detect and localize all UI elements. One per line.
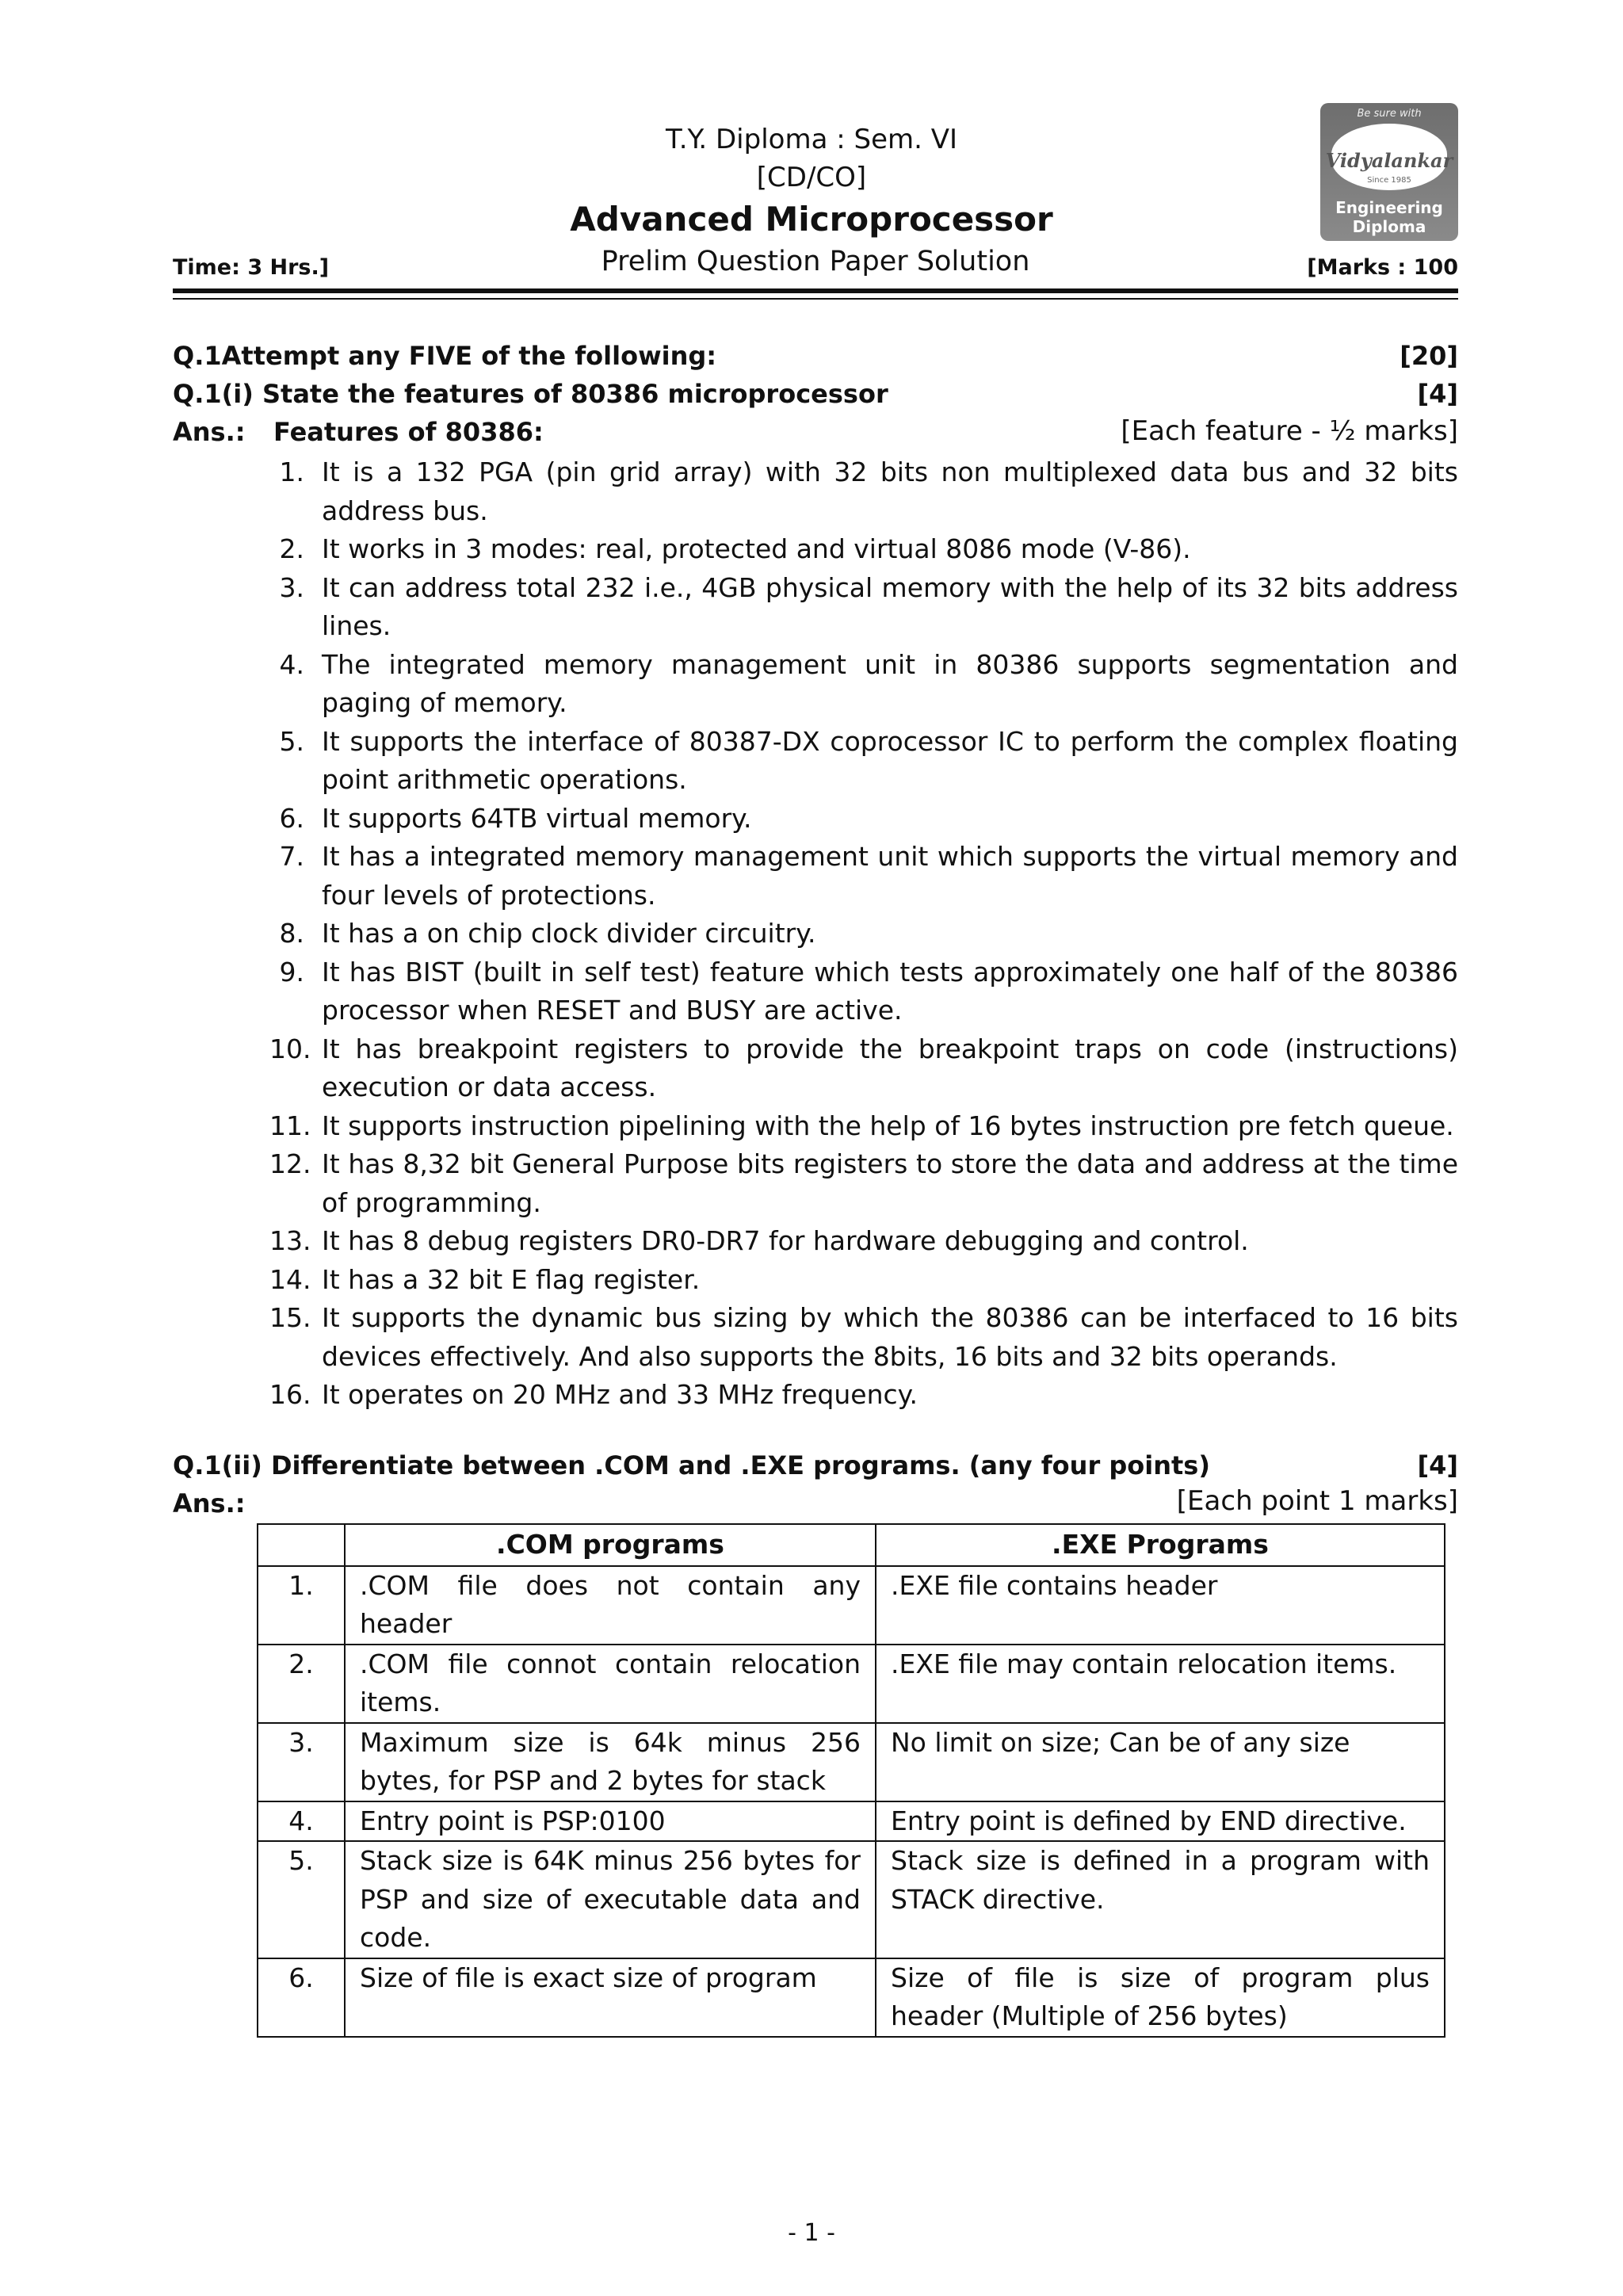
- list-item: [269, 723, 1458, 800]
- q1i-marking-scheme: [Each feature - ½ marks]: [1121, 415, 1458, 447]
- list-item-text: The integrated memory management unit in 80386 supports segmentation and paging of memory.: [322, 648, 1458, 718]
- list-item-number: 8.: [279, 918, 304, 949]
- vidyalankar-logo: [1320, 103, 1458, 241]
- q1ii-marks: [4]: [1417, 1450, 1458, 1480]
- list-item-text: It operates on 20 MHz and 33 MHz frequency.: [322, 1379, 918, 1410]
- features-list: [269, 453, 1458, 1415]
- course-line: T.Y. Diploma : Sem. VI: [665, 124, 958, 155]
- list-item: [269, 800, 1458, 839]
- table-row: [258, 1566, 1445, 1645]
- list-item: [269, 1107, 1458, 1146]
- list-item-number: 1.: [279, 457, 304, 487]
- com-cell: Entry point is PSP:0100: [345, 1801, 876, 1842]
- list-item-text: It is a 132 PGA (pin grid array) with 32 bits non multiplexed data bus and 32 bits address bus.: [322, 457, 1458, 526]
- q1ii-ans-label: Ans.:: [173, 1488, 246, 1519]
- list-item: [269, 1376, 1458, 1415]
- list-item-text: It supports the interface of 80387-DX coprocessor IC to perform the complex floating point arithmetic operations.: [322, 725, 1458, 795]
- list-item-text: It supports 64TB virtual memory.: [322, 802, 752, 834]
- row-number: 6.: [258, 1958, 345, 2037]
- list-item-text: It has a integrated memory management unit which supports the virtual memory and four levels of protections.: [322, 841, 1458, 911]
- exe-cell: .EXE file contains header: [876, 1566, 1445, 1645]
- row-number: 3.: [258, 1723, 345, 1801]
- row-number: 4.: [258, 1801, 345, 1842]
- q1-heading-text: Q.1Attempt any FIVE of the following:: [173, 341, 717, 371]
- q1i-marks: [4]: [1417, 379, 1458, 409]
- list-item-number: 12.: [269, 1148, 311, 1179]
- exe-cell: Size of file is size of program plus header (Multiple of 256 bytes): [876, 1958, 1445, 2037]
- list-item: [269, 953, 1458, 1030]
- exe-cell: No limit on size; Can be of any size: [876, 1723, 1445, 1801]
- table-row: [258, 1723, 1445, 1801]
- com-cell: .COM file connot contain relocation items.: [345, 1645, 876, 1723]
- list-item-text: It has 8 debug registers DR0-DR7 for hardware debugging and control.: [322, 1225, 1249, 1256]
- list-item-number: 11.: [269, 1110, 311, 1141]
- branch-line: [CD/CO]: [756, 162, 867, 193]
- com-exe-table: [257, 1523, 1445, 2038]
- list-item: [269, 1145, 1458, 1222]
- list-item-text: It has breakpoint registers to provide the breakpoint traps on code (instructions) execution or data access.: [322, 1033, 1458, 1102]
- logo-caption-line1: Engineering: [1335, 198, 1443, 217]
- q1i-question: [173, 379, 1458, 409]
- list-item-text: It has BIST (built in self test) feature which tests approximately one half of the 80386 processor when RESET and BUSY are active.: [322, 956, 1458, 1026]
- header-exe: .EXE Programs: [876, 1524, 1445, 1566]
- list-item: [269, 530, 1458, 569]
- list-item-number: 5.: [279, 725, 304, 757]
- header-row: [173, 246, 1458, 282]
- header-rule-thin: [173, 298, 1458, 300]
- table-row: [258, 1645, 1445, 1723]
- list-item-number: 3.: [279, 571, 304, 603]
- logo-name: Vidyalankar: [1325, 149, 1453, 172]
- table-row: [258, 1958, 1445, 2037]
- list-item-number: 16.: [269, 1379, 311, 1410]
- q1ii-question: [173, 1450, 1458, 1480]
- list-item-text: It can address total 232 i.e., 4GB physical memory with the help of its 32 bits address lines.: [322, 571, 1458, 641]
- list-item-text: It has a 32 bit E flag register.: [322, 1263, 701, 1295]
- paper-subtitle: Prelim Question Paper Solution: [601, 246, 1030, 277]
- exe-cell: Entry point is defined by END directive.: [876, 1801, 1445, 1842]
- list-item: [269, 569, 1458, 646]
- q1ii-question-text: Q.1(ii) Differentiate between .COM and .EXE programs. (any four points): [173, 1450, 1210, 1480]
- q1i-ans-label: Ans.:: [173, 417, 246, 447]
- list-item-number: 4.: [279, 648, 304, 680]
- exe-cell: .EXE file may contain relocation items.: [876, 1645, 1445, 1723]
- list-item-number: 2.: [279, 533, 304, 564]
- q1i-ans-heading: Features of 80386:: [273, 417, 544, 447]
- list-item-text: It has 8,32 bit General Purpose bits registers to store the data and address at the time of programming.: [322, 1148, 1458, 1218]
- time-label: Time: 3 Hrs.]: [173, 255, 330, 280]
- list-item-number: 7.: [279, 841, 304, 872]
- list-item-text: It has a on chip clock divider circuitry.: [322, 918, 816, 949]
- list-item: [269, 646, 1458, 723]
- q1i-question-text: Q.1(i) State the features of 80386 microprocessor: [173, 379, 888, 409]
- list-item-number: 13.: [269, 1225, 311, 1256]
- header-sn: [258, 1524, 345, 1566]
- list-item: [269, 915, 1458, 953]
- logo-caption: [1320, 198, 1458, 236]
- list-item: [269, 838, 1458, 915]
- row-number: 1.: [258, 1566, 345, 1645]
- list-item-number: 10.: [269, 1033, 311, 1064]
- list-item-text: It supports instruction pipelining with the help of 16 bytes instruction pre fetch queue.: [322, 1110, 1454, 1141]
- list-item: [269, 1261, 1458, 1300]
- list-item-text: It supports the dynamic bus sizing by which the 80386 can be interfaced to 16 bits devices effectively. And also supports the 8bits, 16 bits and 32 bits operands.: [322, 1302, 1458, 1372]
- logo-caption-line2: Diploma: [1352, 217, 1426, 236]
- q1-marks: [20]: [1400, 341, 1458, 371]
- table-header-row: [258, 1524, 1445, 1566]
- list-item-number: 6.: [279, 802, 304, 834]
- q1ii-marking-scheme: [Each point 1 marks]: [1176, 1485, 1458, 1517]
- list-item-number: 14.: [269, 1263, 311, 1295]
- marks-label: [Marks : 100: [1307, 255, 1458, 280]
- header-rule-thick: [173, 288, 1458, 293]
- logo-since: Since 1985: [1367, 176, 1411, 185]
- list-item-number: 9.: [279, 956, 304, 988]
- row-number: 2.: [258, 1645, 345, 1723]
- q1-heading: [173, 341, 1458, 371]
- list-item: [269, 1030, 1458, 1107]
- logo-tagline: Be sure with: [1357, 108, 1422, 120]
- exe-cell: Stack size is defined in a program with STACK directive.: [876, 1841, 1445, 1958]
- table-row: [258, 1841, 1445, 1958]
- com-cell: Maximum size is 64k minus 256 bytes, for PSP and 2 bytes for stack: [345, 1723, 876, 1801]
- list-item-number: 15.: [269, 1302, 311, 1333]
- subject-title: Advanced Microprocessor: [570, 200, 1053, 239]
- list-item-text: It works in 3 modes: real, protected and virtual 8086 mode (V-86).: [322, 533, 1191, 564]
- list-item: [269, 1222, 1458, 1261]
- row-number: 5.: [258, 1841, 345, 1958]
- page-number: - 1 -: [788, 2219, 835, 2247]
- header-com: .COM programs: [345, 1524, 876, 1566]
- com-cell: .COM file does not contain any header: [345, 1566, 876, 1645]
- list-item: [269, 453, 1458, 530]
- table-row: [258, 1801, 1445, 1842]
- com-cell: Size of file is exact size of program: [345, 1958, 876, 2037]
- com-cell: Stack size is 64K minus 256 bytes for PSP and size of executable data and code.: [345, 1841, 876, 1958]
- list-item: [269, 1299, 1458, 1376]
